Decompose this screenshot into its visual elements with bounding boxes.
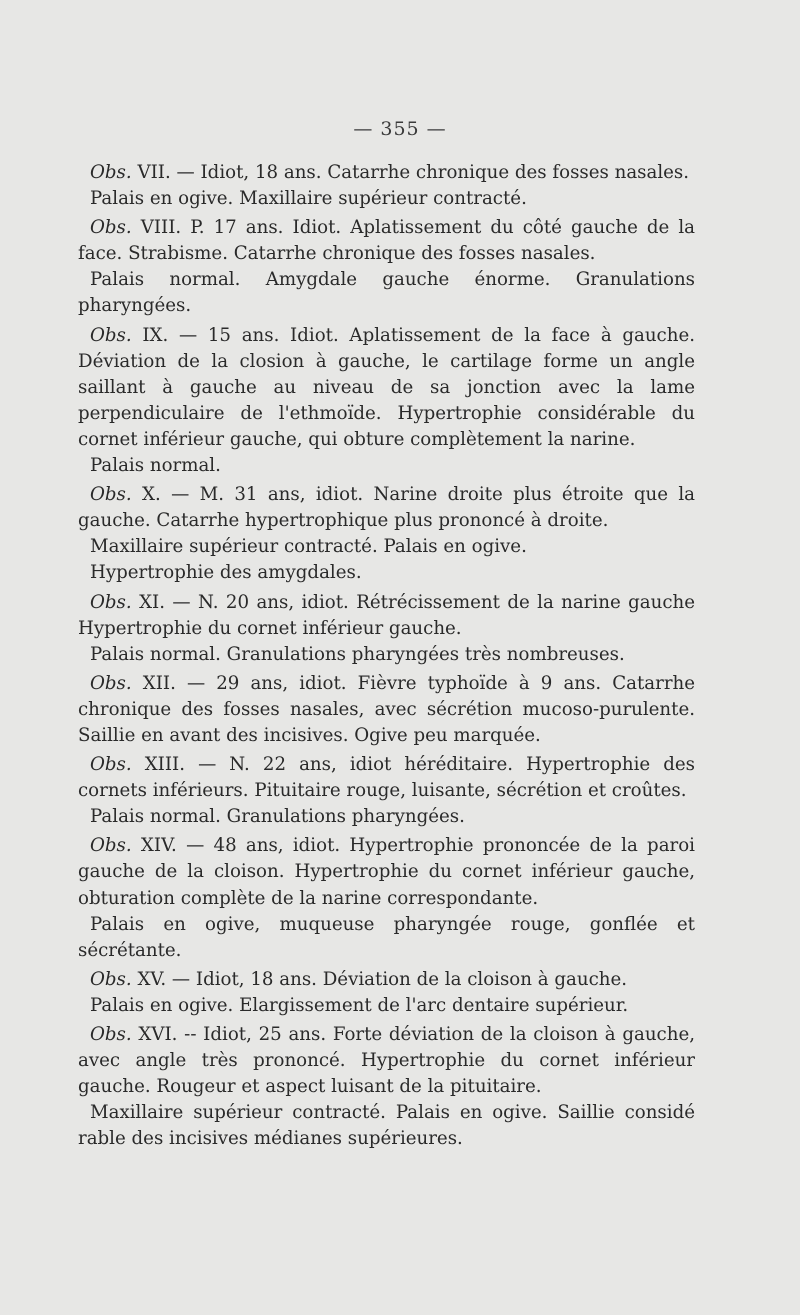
observation-label: Obs. bbox=[90, 968, 132, 990]
observation-label: Obs. bbox=[90, 835, 132, 857]
observation-paragraph: Palais normal. Granulations pharyngées. bbox=[90, 806, 465, 828]
observation-paragraph: Palais en ogive, muqueuse pharyngée rouge, gonflée et sécrétante. bbox=[78, 913, 695, 961]
observation-paragraph: Maxillaire supérieur contracté. Palais en ogive. Saillie considé rable des incisives médianes supérieures. bbox=[78, 1102, 695, 1150]
observation-paragraph: Palais normal. bbox=[90, 455, 221, 477]
observation-label: Obs. bbox=[90, 672, 132, 694]
observation-label: Obs. bbox=[90, 162, 132, 183]
observation-heading-paragraph bbox=[78, 323, 695, 453]
observation-label: Obs. bbox=[90, 1024, 132, 1045]
observation-text: XVI. -- Idiot, 25 ans. Forte déviation de la cloison à gauche, avec angle très prononcé. Hypertrophie du cornet inférieur gauche. Rougeur et aspect luisant de la pituitaire. bbox=[78, 1024, 695, 1098]
observation-label: Obs. bbox=[90, 324, 132, 346]
observation-paragraph: Palais normal. Amygdale gauche énorme. Granulations pharyngées. bbox=[78, 269, 695, 317]
observation-text: XIII. — N. 22 ans, idiot héréditaire. Hypertrophie des cornets inférieurs. Pituitaire rouge, luisante, sécrétion et croûtes. bbox=[78, 754, 695, 802]
observation-heading-paragraph bbox=[78, 967, 695, 993]
observation-text: XII. — 29 ans, idiot. Fièvre typhoïde à 9 ans. Catarrhe chronique des fosses nasales, avec sécrétion mucoso-purulente. Saillie en avant des incisives. Ogive peu marquée. bbox=[78, 672, 695, 746]
observation-text: X. — M. 31 ans, idiot. Narine droite plus étroite que la gauche. Catarrhe hypertrophique plus prononcé à droite. bbox=[78, 484, 695, 532]
page-body bbox=[78, 160, 695, 1152]
observation-label: Obs. bbox=[90, 484, 132, 506]
observation-text: XI. — N. 20 ans, idiot. Rétrécissement de la narine gauche Hypertrophie du cornet inférieur gauche. bbox=[78, 591, 695, 639]
observation-heading-paragraph bbox=[78, 590, 695, 642]
observation-label: Obs. bbox=[90, 591, 132, 613]
observation-text: VII. — Idiot, 18 ans. Catarrhe chronique des fosses nasales. bbox=[131, 162, 690, 183]
observation-heading-paragraph bbox=[78, 160, 695, 186]
observation-paragraph: Palais en ogive. Elargissement de l'arc dentaire supérieur. bbox=[90, 994, 629, 1016]
observation-paragraph: Hypertrophie des amygdales. bbox=[90, 562, 362, 584]
observation-text: XV. — Idiot, 18 ans. Déviation de la cloison à gauche. bbox=[131, 968, 628, 990]
observation-text: IX. — 15 ans. Idiot. Aplatissement de la face à gauche. Déviation de la closion à gauche, le cartilage forme un angle saillant à gauche au niveau de sa jonction avec la lame perpendiculaire de l'ethmoïde. Hypertrophie considérable du cornet inférieur gauche, qui obture complètement la narine. bbox=[78, 324, 695, 450]
observation-text: XIV. — 48 ans, idiot. Hypertrophie prononcée de la paroi gauche de la cloison. Hypertrophie du cornet inférieur gauche, obturation complète de la narine correspondante. bbox=[78, 835, 695, 909]
observation-label: Obs. bbox=[90, 217, 132, 239]
page-number: — 355 — bbox=[353, 118, 447, 140]
observation-heading-paragraph bbox=[78, 752, 695, 804]
observation-paragraph: Maxillaire supérieur contracté. Palais en ogive. bbox=[90, 536, 527, 558]
observation-heading-paragraph bbox=[78, 215, 695, 267]
observation-heading-paragraph bbox=[78, 482, 695, 534]
observation-heading-paragraph bbox=[78, 671, 695, 749]
observation-paragraph: Palais normal. Granulations pharyngées très nombreuses. bbox=[90, 643, 625, 665]
observation-text: VIII. P. 17 ans. Idiot. Aplatissement du côté gauche de la face. Strabisme. Catarrhe chronique des fosses nasales. bbox=[78, 217, 695, 265]
observation-heading-paragraph bbox=[78, 1022, 695, 1100]
observation-label: Obs. bbox=[90, 754, 132, 776]
observation-paragraph: Palais en ogive. Maxillaire supérieur contracté. bbox=[90, 188, 527, 210]
observation-heading-paragraph bbox=[78, 833, 695, 911]
